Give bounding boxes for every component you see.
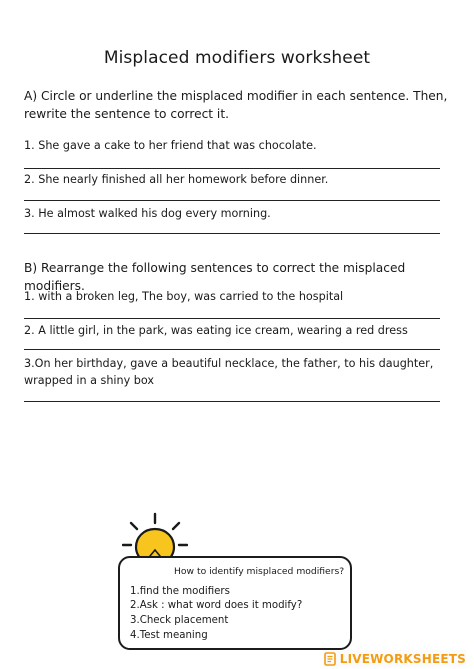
section-a-heading: A) Circle or underline the misplaced modifier in each sentence. Then, rewrite the sentence to correct it. [24,89,448,121]
logo-text: LIVEWORKSHEETS [339,651,466,666]
page-title: Misplaced modifiers worksheet [103,48,371,68]
tip-step-3: 3.Check placement [130,615,229,626]
tablet-icon [323,652,337,666]
section-b-item-1: 1. with a broken leg, The boy, was carried to the hospital [24,290,344,303]
answer-line[interactable] [24,349,440,350]
section-b-heading: B) Rearrange the following sentences to correct the misplaced modifiers. [24,261,406,293]
answer-line[interactable] [24,233,440,234]
tips-heading: How to identify misplaced modifiers? [174,566,345,577]
section-a-item-3: 3. He almost walked his dog every morning. [24,207,271,220]
section-b-item-2: 2. A little girl, in the park, was eating ice cream, wearing a red dress [24,324,408,337]
answer-line[interactable] [24,168,440,169]
tip-step-1: 1.find the modifiers [130,586,230,597]
tip-step-4: 4.Test meaning [130,630,208,641]
answer-line[interactable] [24,401,440,402]
tips-box [118,556,352,650]
section-a-item-2: 2. She nearly finished all her homework before dinner. [24,173,329,186]
liveworksheets-logo [323,650,466,667]
section-b-item-3: 3.On her birthday, gave a beautiful necklace, the father, to his daughter, wrapped in a shiny box [24,357,434,387]
answer-line[interactable] [24,200,440,201]
tip-step-2: 2.Ask : what word does it modify? [130,600,303,611]
section-a-item-1: 1. She gave a cake to her friend that was chocolate. [24,139,317,152]
answer-line[interactable] [24,318,440,319]
